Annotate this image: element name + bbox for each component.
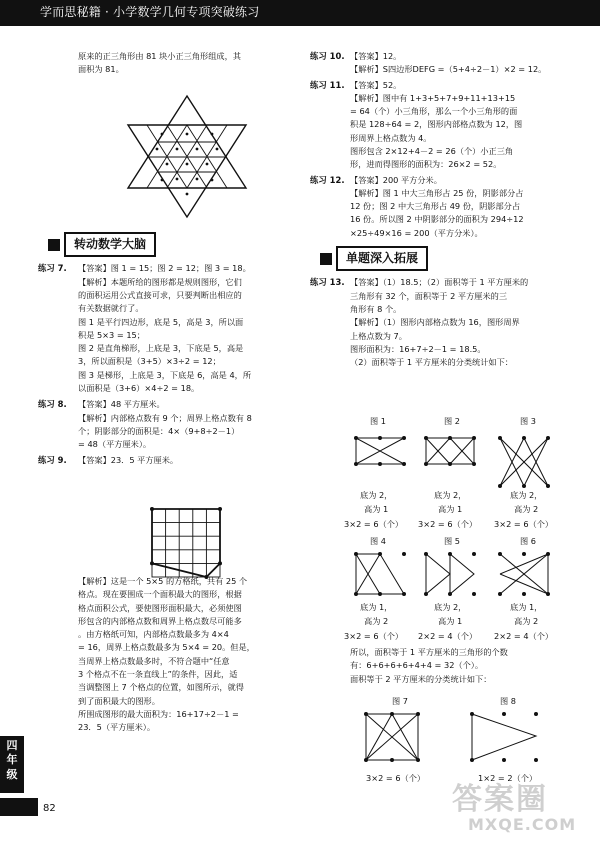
- grid-dot: [364, 758, 368, 762]
- count-label: 3×2 = 6（个）: [344, 519, 404, 529]
- exercise-label: 练习 7.: [38, 263, 67, 274]
- text-line: 【解析】图 1 中大三角形占 25 份，阴影部分占: [350, 187, 524, 198]
- figure-row-1: [342, 414, 582, 534]
- count-label: 3×2 = 6（个）: [494, 519, 554, 529]
- grid-dot: [364, 712, 368, 716]
- grid-dot: [546, 484, 550, 488]
- text-line: 形包含的内部格点数和周界上格点数尽可能多: [78, 615, 242, 626]
- height-label: 高为 1: [438, 616, 463, 626]
- height-label: 高为 2: [364, 616, 389, 626]
- exercise-8: [38, 398, 301, 451]
- text-line: 所围成图形的最大面积为：16+17÷2－1 =: [78, 708, 239, 719]
- grid-dot: [354, 552, 358, 556]
- exercise-7: [38, 262, 301, 395]
- grid-dot: [502, 712, 506, 716]
- grid-dot: [472, 436, 476, 440]
- text-line: 【解析】这是一个 5×5 的方格纸，共有 25 个: [78, 576, 248, 586]
- count-label: 1×2 = 2（个）: [478, 773, 538, 783]
- figure-row-2: [342, 534, 582, 644]
- text-line: 面积等于 2 平方厘米的分类统计如下：: [350, 673, 492, 684]
- count-label: 3×2 = 6（个）: [418, 519, 478, 529]
- text-line: 【答案】48 平方厘米。: [78, 399, 165, 410]
- base-label: 底为 1，: [510, 602, 543, 612]
- grid-dot: [161, 133, 164, 136]
- grid-dot: [161, 179, 164, 182]
- grid-dot: [498, 484, 502, 488]
- text-line: 格点。现在要围成一个面积最大的图形，根据: [78, 589, 242, 600]
- grade-tab: [0, 736, 24, 793]
- height-label: 高为 1: [364, 504, 389, 514]
- grid-dot: [448, 462, 452, 466]
- grid-dot: [186, 133, 189, 136]
- text-line: 【答案】200 平方分米。: [350, 174, 442, 185]
- grid-dot: [150, 507, 154, 511]
- text-line: 。由方格纸可知，内部格点数最多为 4×4: [78, 629, 229, 640]
- height-label: 高为 2: [514, 504, 539, 514]
- text-line: 到了面积最大的图形。: [78, 695, 160, 706]
- watermark-url: MXQE.COM: [468, 815, 577, 834]
- grid-dot: [378, 436, 382, 440]
- text-line: 【解析】S四边形DEFG =（5+4÷2－1）×2 = 12。: [350, 64, 547, 75]
- grid-dot: [378, 552, 382, 556]
- figure-label: 图 2: [444, 416, 460, 426]
- grid-dot: [378, 592, 382, 596]
- text-line: 形周界上格点数为 4。: [350, 132, 432, 143]
- text-line: 【解析】（1）图形内部格点数为 16，图形周界: [350, 317, 520, 328]
- text-line: 面积为 81。: [78, 64, 124, 75]
- grid-dot: [402, 592, 406, 596]
- figure-label: 图 7: [392, 696, 408, 706]
- grid-dot: [196, 148, 199, 151]
- grid-dot: [402, 462, 406, 466]
- grid-dot: [546, 592, 550, 596]
- text-line: = 48（平方厘米）。: [78, 439, 152, 450]
- text-line: 3 个格点不在一条直线上”的条件，因此，适: [78, 668, 238, 679]
- grid-dot: [416, 712, 420, 716]
- grid-dot: [211, 179, 214, 182]
- grid-dot: [448, 436, 452, 440]
- exercise-13: [310, 276, 565, 369]
- text-line: 【答案】图 1 = 15；图 2 = 12；图 3 = 18。: [78, 263, 251, 274]
- text-line: 三角形有 32 个，面积等于 2 平方厘米的三: [350, 290, 508, 301]
- text-line: 【答案】12。: [350, 51, 402, 61]
- grid-dot: [416, 758, 420, 762]
- height-label: 高为 1: [438, 504, 463, 514]
- section-heading: 单题深入拓展: [336, 246, 428, 271]
- grid-dot: [424, 592, 428, 596]
- exercise-label: 练习 9.: [38, 455, 67, 466]
- base-label: 底为 1，: [360, 602, 393, 612]
- exercise-10: [310, 50, 565, 77]
- grid-dot: [472, 592, 476, 596]
- text-line: 上格点数为 7。: [350, 330, 407, 341]
- text-line: 格点面积公式，要使图形面积最大，必须使图: [78, 602, 242, 613]
- grid-dot: [498, 552, 502, 556]
- text-line: 原来的正三角形由 81 块小正三角形组成，其: [78, 51, 241, 61]
- text-line: 积是 128÷64 = 2，图形内部格点数为 12，图: [350, 119, 523, 130]
- grid-dot: [211, 133, 214, 136]
- count-label: 2×2 = 4（个）: [494, 631, 554, 641]
- grid-dot: [546, 552, 550, 556]
- exercise-label: 练习 8.: [38, 399, 67, 410]
- grid-dot: [206, 163, 209, 166]
- text-line: = 16，周界上格点数最多为 5×4 = 20。但是，: [78, 642, 255, 653]
- grid-dot: [390, 712, 394, 716]
- text-line: 【答案】52。: [350, 79, 402, 90]
- exercise-label: 练习 11.: [310, 79, 345, 90]
- grid-dot: [354, 436, 358, 440]
- text-line: 图 2 是直角梯形，上底是 3，下底是 5，高是: [78, 343, 244, 354]
- grid-dot: [186, 163, 189, 166]
- grid-dot: [216, 148, 219, 151]
- grid-dot: [534, 712, 538, 716]
- text-line: 【解析】本题所给的图形都是规则图形，它们: [78, 276, 242, 287]
- text-line: = 64（个）小三角形，那么一个小三角形的面: [350, 106, 518, 117]
- section-heading: 转动数学大脑: [64, 232, 156, 257]
- grid-dot: [390, 758, 394, 762]
- left-column-ex9-text: [38, 575, 301, 734]
- base-label: 底为 2，: [510, 490, 543, 500]
- grid-dot: [424, 462, 428, 466]
- text-line: ×25÷49×16 = 200（平方分米）。: [350, 227, 483, 238]
- page-number: 82: [43, 803, 56, 814]
- figure-row-3: [362, 694, 562, 784]
- text-line: 【答案】23．5 平方厘米。: [78, 455, 179, 466]
- watermark-logo: 答案圈: [452, 782, 548, 817]
- grid-dot: [402, 552, 406, 556]
- exercise-9: [38, 454, 301, 467]
- text-line: 3，所以面积是（3+5）×3÷2 = 12；: [78, 356, 221, 367]
- left-column: [38, 50, 301, 77]
- text-line: 的面积运用公式直接可求，只要判断出相应的: [78, 290, 242, 300]
- star-of-david-figure: [122, 94, 252, 219]
- text-line: 图形包含 2×12+4－2 = 26（个）小正三角: [350, 145, 514, 156]
- count-label: 2×2 = 4（个）: [418, 631, 478, 641]
- grid-dot: [502, 758, 506, 762]
- text-line: 16 份。所以图 2 中阴影部分的面积为 294÷12: [350, 214, 524, 225]
- grid-dot: [176, 178, 179, 181]
- grid-dot: [448, 592, 452, 596]
- text-line: 23．5（平方厘米）。: [78, 722, 156, 733]
- page-number-bar: [0, 798, 38, 816]
- grid-dot: [472, 552, 476, 556]
- grid-dot: [522, 552, 526, 556]
- base-label: 底为 2，: [360, 490, 393, 500]
- grid-dot: [402, 436, 406, 440]
- text-line: 积是 5×3 = 15；: [78, 329, 145, 340]
- grid-dot: [156, 148, 159, 151]
- text-line: 【答案】（1）18.5；（2）面积等于 1 平方厘米的: [350, 277, 529, 288]
- figure-label: 图 1: [370, 416, 386, 426]
- exercise-label: 练习 13.: [310, 277, 345, 288]
- figure-label: 图 6: [520, 536, 536, 546]
- grid-dot: [166, 163, 169, 166]
- grid-dot: [196, 178, 199, 181]
- base-label: 底为 2，: [434, 602, 467, 612]
- exercise-11: [310, 79, 565, 172]
- text-line: 所以，面积等于 1 平方厘米的三角形的个数: [350, 647, 508, 657]
- figure-label: 图 4: [370, 536, 386, 546]
- grid-dot: [522, 592, 526, 596]
- base-label: 底为 2，: [434, 490, 467, 500]
- grid-dot: [150, 561, 154, 565]
- grid-dot: [186, 193, 189, 196]
- grid-dot: [534, 758, 538, 762]
- grid-dot: [546, 436, 550, 440]
- grid-dot: [354, 592, 358, 596]
- text-line: 角形有 8 个。: [350, 303, 402, 314]
- grid-dot: [522, 436, 526, 440]
- text-line: 有关数据就行了。: [78, 303, 144, 314]
- exercise-12: [310, 174, 565, 240]
- count-label: 3×2 = 6（个）: [344, 631, 404, 641]
- right-column: [310, 50, 565, 369]
- grid-dot: [522, 484, 526, 488]
- text-line: 图形面积为：16+7÷2－1 = 18.5。: [350, 343, 486, 354]
- text-line: 12 份；图 2 中大三角形占 49 份，阴影部分占: [350, 201, 521, 212]
- text-line: 【解析】图中有 1+3+5+7+9+11+13+15: [350, 92, 516, 103]
- left-column-lower: [38, 226, 301, 468]
- grid-dot: [472, 462, 476, 466]
- figure-label: 图 3: [520, 416, 536, 426]
- text-line: （2）面积等于 1 平方厘米的分类统计如下：: [350, 357, 513, 368]
- header-title: 学而思秘籍 · 小学数学几何专项突破练习: [40, 5, 260, 19]
- text-line: 个；阴影部分的面积是：4×（9+8÷2－1）: [78, 425, 240, 436]
- text-line: 当调整图上 7 个格点的位置，如图所示，就得: [78, 682, 244, 693]
- grid-dot: [448, 552, 452, 556]
- text-line: 图 1 是平行四边形，底是 5，高是 3，所以面: [78, 316, 244, 327]
- grid-dot: [378, 462, 382, 466]
- grid-figure-ex9: [148, 505, 228, 585]
- text-line: 以面积是（3+6）×4÷2 = 18。: [78, 382, 200, 393]
- grid-dot: [470, 712, 474, 716]
- summary-block: [310, 646, 565, 686]
- text-line: 当周界上格点数最多时，不符合题中“任意: [78, 655, 230, 666]
- grid-dot: [218, 507, 222, 511]
- text-line: 有：6+6+6+6+4+4 = 32（个）。: [350, 660, 484, 671]
- grid-dot: [354, 462, 358, 466]
- exercise-label: 练习 10.: [310, 51, 345, 61]
- figure-label: 图 8: [500, 696, 516, 706]
- grade-label: 四年级: [6, 739, 18, 781]
- count-label: 3×2 = 6（个）: [366, 773, 426, 783]
- height-label: 高为 2: [514, 616, 539, 626]
- page-header: [0, 0, 600, 26]
- grid-dot: [218, 561, 222, 565]
- figure-label: 图 5: [444, 536, 460, 546]
- grid-dot: [498, 592, 502, 596]
- exercise-label: 练习 12.: [310, 174, 345, 185]
- text-line: 图 3 是梯形，上底是 3，下底是 6，高是 4，所: [78, 369, 252, 380]
- grid-dot: [498, 436, 502, 440]
- grid-dot: [424, 436, 428, 440]
- grid-dot: [470, 758, 474, 762]
- text-line: 形，进而得图形的面积为：26×2 = 52。: [350, 159, 502, 170]
- text-line: 【解析】内部格点数有 9 个；周界上格点数有 8: [78, 412, 252, 423]
- grid-dot: [424, 552, 428, 556]
- grid-dot: [176, 148, 179, 151]
